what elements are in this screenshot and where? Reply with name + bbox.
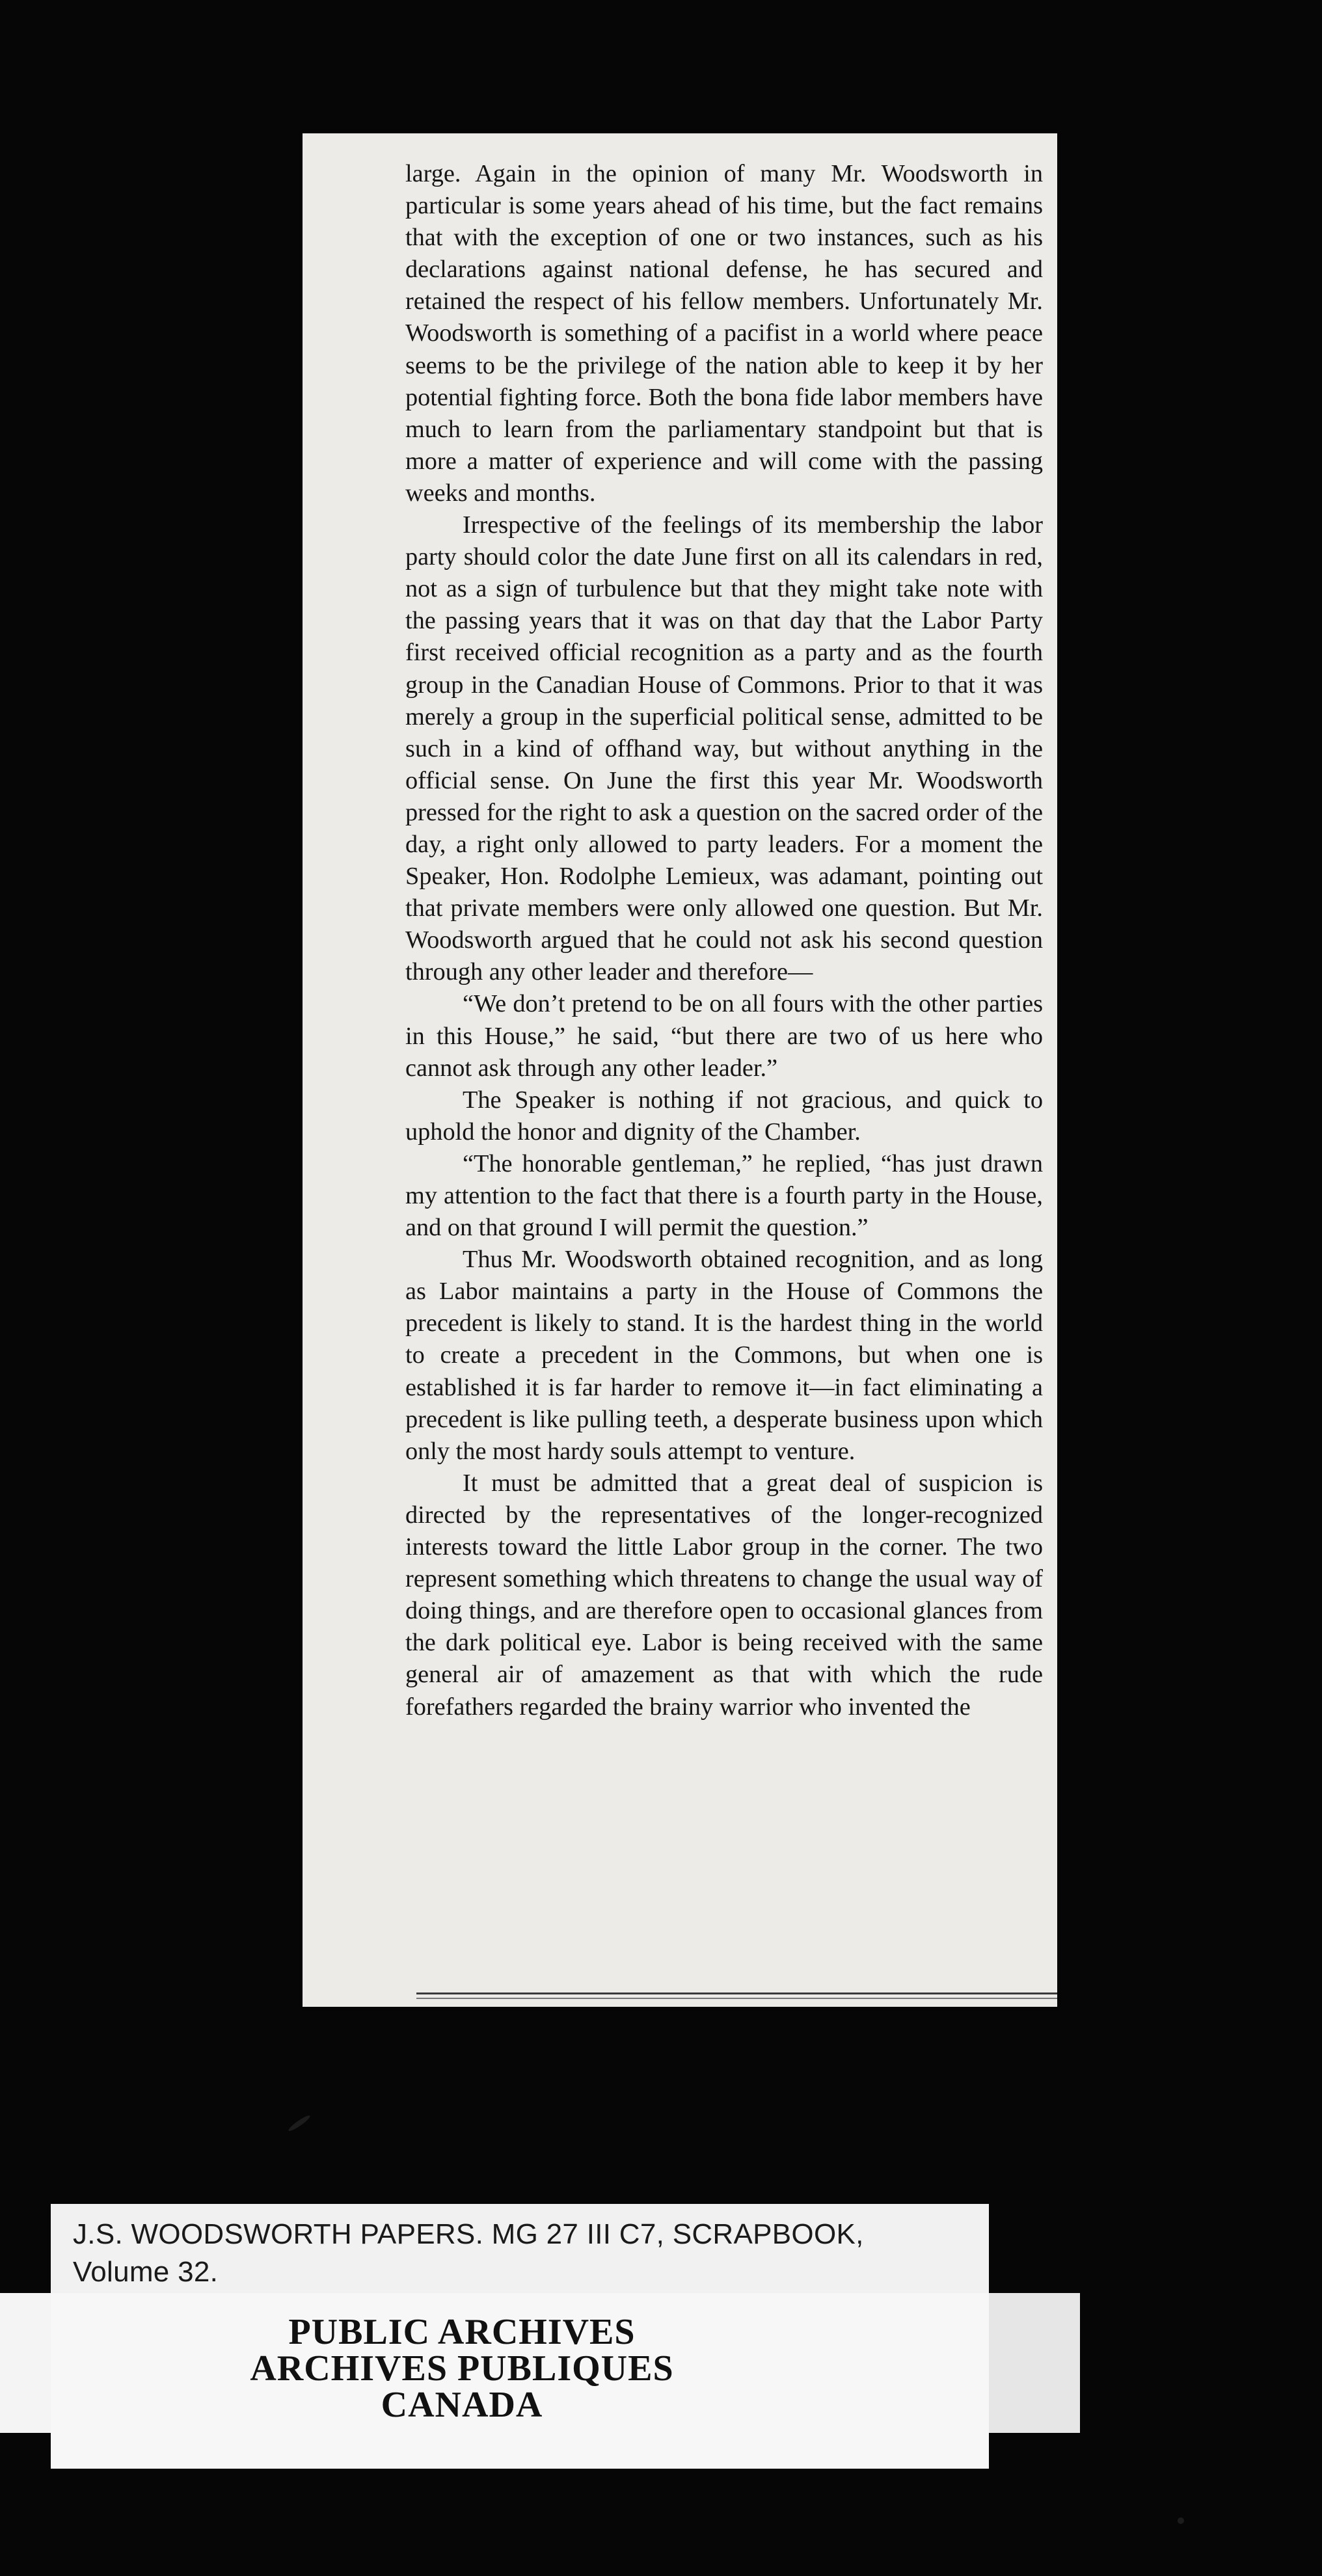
archive-stamp-strip xyxy=(0,2293,1080,2433)
article-paragraph: large. Again in the opinion of many Mr. Woodsworth in particular is some years ahead of his time, but the fact remains that with the exception of one or two instances, such as his declarations against national defense, he has secured and retained the respect of his fellow members. Unfortunately Mr. Woodsworth is something of a pacifist in a world where peace seems to be the privilege of the nation able to keep it by her potential fighting force. Both the bona fide labor members have much to learn from the parliamentary standpoint but that is more a matter of experience and will come with the passing weeks and months. xyxy=(405,160,1043,507)
film-scratch xyxy=(1178,2517,1184,2524)
archive-reference-volume: Volume 32. xyxy=(73,2256,219,2288)
archive-stamp-line: PUBLIC ARCHIVES xyxy=(288,2312,636,2352)
article-paragraph: Irrespective of the feelings of its membership the labor party should color the date June first on all its calendars in red, not as a sign of turbulence but that they might take note with the passing years that it was on that day that the Labor Party first received official recognition as a party and as the fourth group in the Canadian House of Commons. Prior to that it was merely a group in the superficial political sense, admitted to be such in a kind of offhand way, but without anything in the official sense. On June the first this year Mr. Woodsworth pressed for the right to ask a question on the sacred order of the day, a right only allowed to party leaders. For a moment the Speaker, Hon. Rodolphe Lemieux, was adamant, pointing out that private members were only allowed one question. But Mr. Woodsworth argued that he could not ask his second question through any other leader and therefore— xyxy=(405,511,1043,986)
article-body xyxy=(405,158,1043,1723)
article-paragraph: Thus Mr. Woodsworth obtained recognition, and as long as Labor maintains a party in the House of Commons the precedent is likely to stand. It is the hardest thing in the world to create a precedent in the Commons, but when one is established it is far harder to remove it—in fact eliminating a precedent is like pulling teeth, a desperate business upon which only the most hardy souls attempt to venture. xyxy=(405,1246,1043,1465)
article-paragraph: It must be admitted that a great deal of suspicion is directed by the representatives of the longer-recognized interests toward the little Labor group in the corner. The two represent something which threatens to change the usual way of doing things, and are therefore open to occasional glances from the dark political eye. Labor is being received with the same general air of amazement as that with which the rude forefathers regarded the brainy warrior who invented the xyxy=(405,1469,1043,1721)
column-rule xyxy=(416,1992,1057,1994)
newspaper-clipping xyxy=(303,133,1057,2007)
archive-reference-label xyxy=(51,2204,989,2298)
archive-stamp-tab xyxy=(989,2293,1080,2433)
column-rule xyxy=(416,1998,1057,1999)
archive-stamp-line: ARCHIVES PUBLIQUES xyxy=(250,2348,674,2389)
archive-stamp-line: CANADA xyxy=(381,2385,543,2425)
article-paragraph: “The honorable gentleman,” he replied, “has just drawn my attention to the fact that there is a fourth party in the House, and on that ground I will permit the question.” xyxy=(405,1149,1043,1242)
film-scratch xyxy=(287,2113,311,2132)
archive-reference-line: J.S. WOODSWORTH PAPERS. MG 27 III C7, SCRAPBOOK, xyxy=(73,2218,864,2250)
article-paragraph: The Speaker is nothing if not gracious, and quick to uphold the honor and dignity of the Chamber. xyxy=(405,1086,1043,1146)
article-paragraph: “We don’t pretend to be on all fours with the other parties in this House,” he said, “but there are two of us here who cannot ask through any other leader.” xyxy=(405,990,1043,1082)
